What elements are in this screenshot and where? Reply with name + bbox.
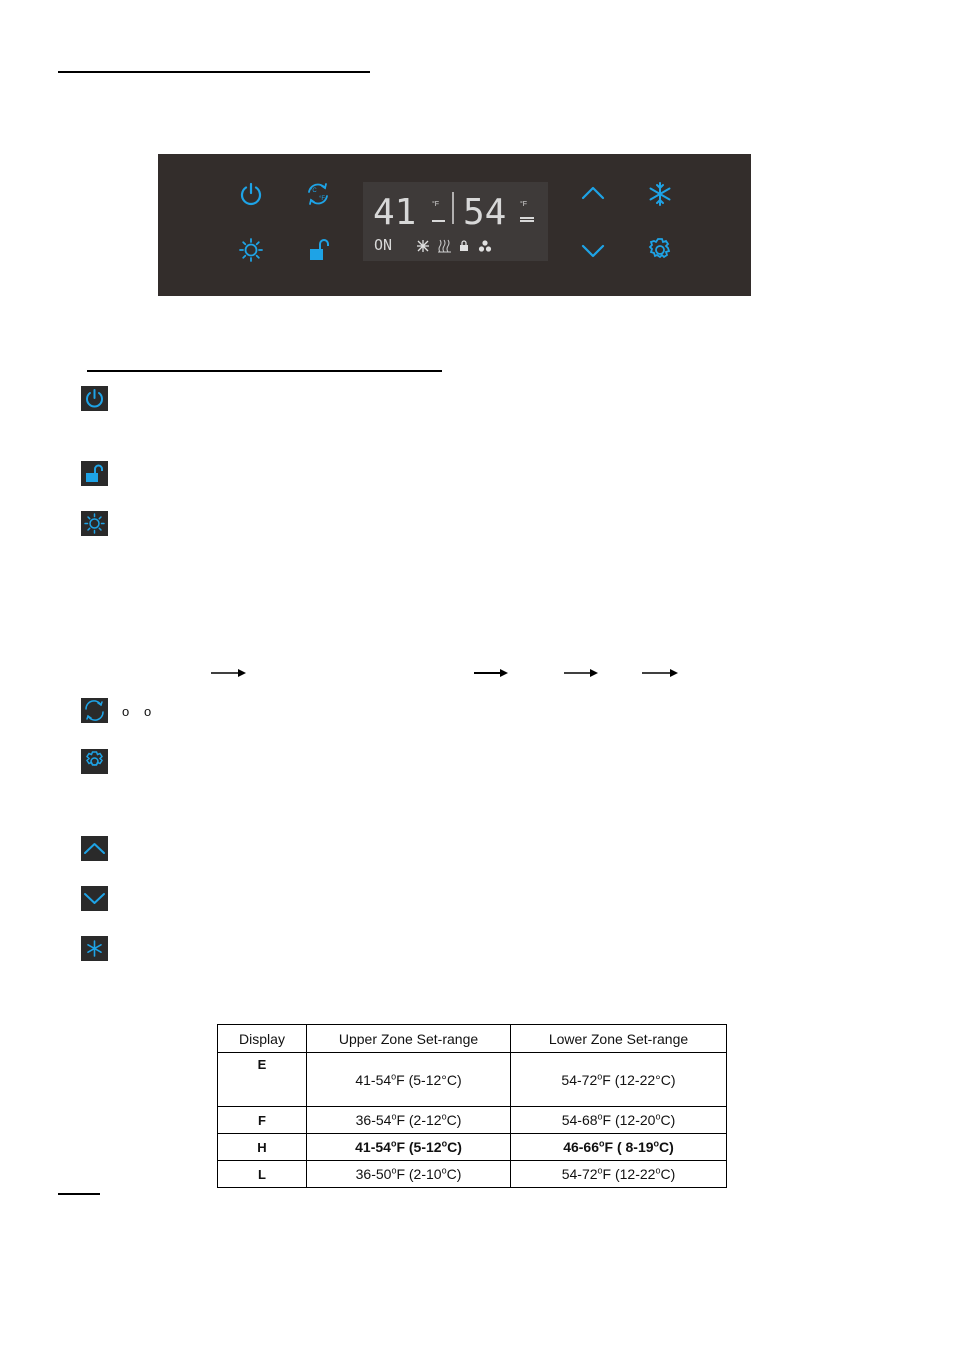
svg-text:°C: °C xyxy=(310,188,317,194)
lock-icon[interactable] xyxy=(306,236,334,264)
column-header: Upper Zone Set-range xyxy=(307,1025,511,1053)
lower-range: 46-66$^o$F ( 8-19$^o$C) xyxy=(511,1134,727,1161)
table-header-row xyxy=(218,1025,727,1053)
lower-temp-readout: 54 xyxy=(463,192,507,233)
gear-icon xyxy=(81,749,108,774)
fan-indicator-icon xyxy=(479,240,491,251)
unit-switch-icon[interactable] xyxy=(304,180,332,208)
lower-range: 54-68$^o$F (12-20$^o$C) xyxy=(511,1107,727,1134)
lock-icon xyxy=(81,461,108,486)
down-arrow-icon xyxy=(81,886,108,911)
subsection-heading-underline xyxy=(87,370,442,372)
gear-icon[interactable] xyxy=(646,236,674,264)
heater-indicator-icon xyxy=(438,240,451,252)
column-header: Display xyxy=(218,1025,307,1053)
upper-unit-label: °F xyxy=(432,201,440,208)
table-row xyxy=(218,1134,727,1161)
note-heading-underline xyxy=(58,1193,100,1195)
unit-switch-icon xyxy=(81,698,108,723)
section-heading-underline xyxy=(58,71,370,73)
power-icon xyxy=(81,386,108,411)
temperature-display xyxy=(363,182,548,261)
cycle-arrow-icon xyxy=(211,667,246,679)
fahrenheit-degree-mark: o xyxy=(144,704,152,719)
light-icon xyxy=(81,511,108,536)
lower-unit-label: °F xyxy=(520,201,528,208)
cycle-arrow-icon xyxy=(474,667,508,679)
control-panel xyxy=(158,154,751,296)
display-code: H xyxy=(218,1134,307,1161)
down-arrow-icon[interactable] xyxy=(579,236,607,264)
table-row xyxy=(218,1161,727,1188)
set-range-table xyxy=(217,1024,727,1188)
upper-range: 36-54$^o$F (2-12$^o$C) xyxy=(307,1107,511,1134)
celsius-degree-mark: o xyxy=(122,704,130,719)
status-readout: ON xyxy=(374,236,393,254)
table-row xyxy=(218,1107,727,1134)
upper-range: 41-54$^o$F (5-12°C) xyxy=(307,1053,511,1107)
upper-temp-readout: 41 xyxy=(373,192,417,233)
display-code: L xyxy=(218,1161,307,1188)
column-header: Lower Zone Set-range xyxy=(511,1025,727,1053)
upper-range: 41-54$^o$F (5-12$^o$C) xyxy=(307,1134,511,1161)
light-icon[interactable] xyxy=(237,236,265,264)
up-arrow-icon xyxy=(81,836,108,861)
upper-range: 36-50$^o$F (2-10$^o$C) xyxy=(307,1161,511,1188)
up-arrow-icon[interactable] xyxy=(579,180,607,208)
cycle-arrow-icon xyxy=(564,667,598,679)
power-icon[interactable] xyxy=(237,180,265,208)
lower-range: 54-72$^o$F (12-22°C) xyxy=(511,1053,727,1107)
display-code: E xyxy=(218,1053,307,1107)
snowflake-indicator-icon xyxy=(417,240,429,252)
display-code: F xyxy=(218,1107,307,1134)
lower-range: 54-72$^o$F (12-22$^o$C) xyxy=(511,1161,727,1188)
lock-indicator-icon xyxy=(460,241,468,251)
table-row xyxy=(218,1053,727,1107)
cycle-arrow-icon xyxy=(642,667,678,679)
snowflake-icon xyxy=(81,936,108,961)
svg-text:°F: °F xyxy=(319,196,326,202)
snowflake-icon[interactable] xyxy=(646,180,674,208)
